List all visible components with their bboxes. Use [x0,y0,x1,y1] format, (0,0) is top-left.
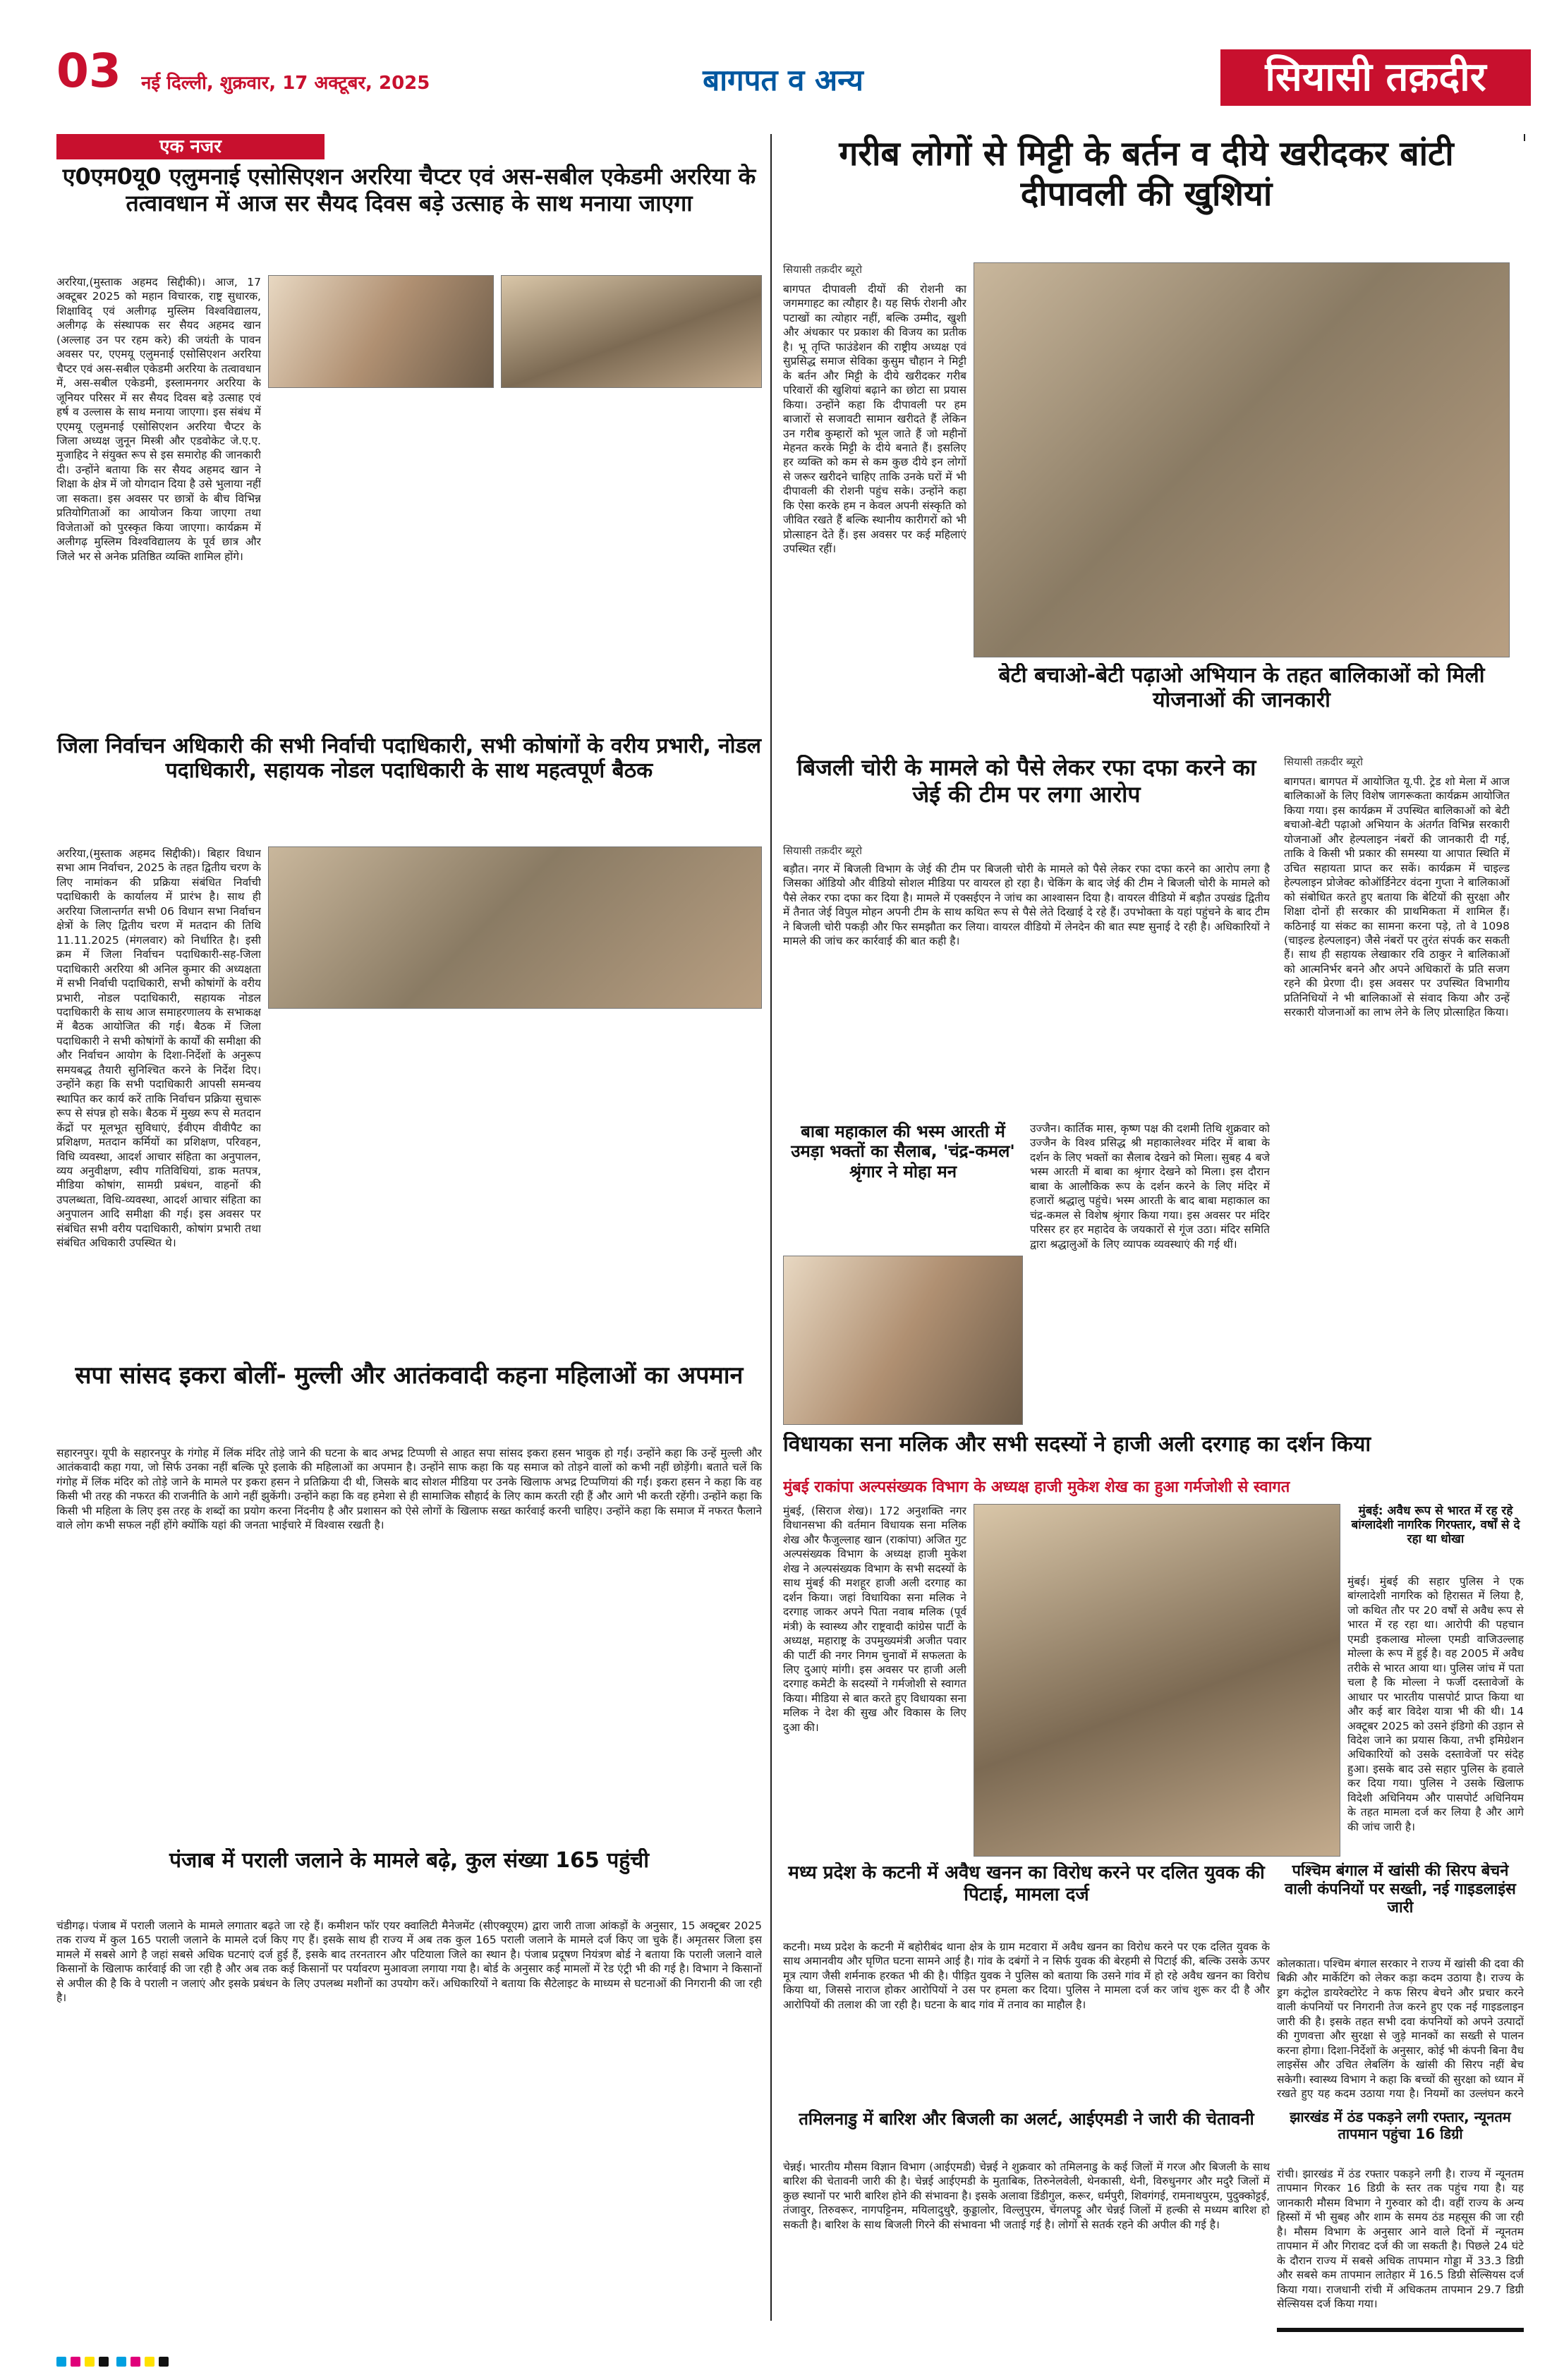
katni-headline: मध्य प्रदेश के कटनी में अवैध खनन का विरोध करने पर दलित युवक की पिटाई, मामला दर्ज [788,1862,1265,1905]
mahakal-body: उज्जैन। कार्तिक मास, कृष्ण पक्ष की दशमी तिथि शुक्रवार को उज्जैन के विश्व प्रसिद्ध श्री महाकालेश्वर मंदिर में बाबा के दर्शन के लिए भक्तों का सैलाब देखने को मिला। सुबह 4 बजे भस्म आरती में बाबा का श्रृंगार देखने को मिला। इस दौरान बाबा के आलौकिक रूप के दर्शन करने के लिए मंदिर में हजारों श्रद्धालु पहुंचे। भस्म आरती के बाद बाबा महाकाल का चंद्र-कमल से विशेष श्रृंगार किया गया। इस अवसर पर मंदिर परिसर हर हर महादेव के जयकारों से गूंज उठा। मंदिर समिति द्वारा श्रद्धालुओं के लिए व्यापक व्यवस्थाएं की गई थीं। [1030,1122,1270,1251]
color-registration-bar [56,2356,1531,2370]
contact-ad-box [1277,2328,1524,2332]
bijli-headline: बिजली चोरी के मामले को पैसे लेकर रफा दफा करने का जेई की टीम पर लगा आरोप [796,755,1256,808]
mumbai-body: मुंबई। मुंबई की सहार पुलिस ने एक बांग्लादेशी नागरिक को हिरासत में लिया है, जो कथित तौर पर 20 वर्षों से अवैध रूप से भारत में रह रहा था। आरोपी की पहचान एमडी इकलाख मोल्ला एमडी वाजिउल्लाह मोल्ला के रूप में हुई है। वह 2005 में अवैध तरीके से भारत आया था। पुलिस जांच में पता चला है कि मोल्ला ने फर्जी दस्तावेजों के आधार पर भारतीय पासपोर्ट प्राप्त किया था और कई बार विदेश यात्रा भी की थी। 14 अक्टूबर 2025 को उसने इंडिगो की उड़ान से विदेश जाने का प्रयास किया, तभी इमिग्रेशन अधिकारियों को उसके दस्तावेजों पर संदेह हुआ। इसके बाद उसे सहार पुलिस के हवाले कर दिया गया। पुलिस ने उसके खिलाफ विदेशी अधिनियम और पासपोर्ट अधिनियम के तहत मामला दर्ज कर लिया है और आगे की जांच जारी है। [1347,1575,1524,1833]
ek-nazar-headline: ए0एम0यू0 एलुमनाई एसोसिएशन अररिया चैप्टर एवं अस-सबील एकेडमी अररिया के तत्वावधान में आज सर सैयद दिवस बड़े उत्साह के साथ मनाया जाएगा [62,164,756,217]
column-divider-left [770,134,772,2321]
masthead [0,0,1552,106]
beti-body: बागपत। बागपत में आयोजित यू.पी. ट्रेड शो मेला में आज बालिकाओं के लिए विशेष जागरूकता कार्यक्रम आयोजित किया गया। इस कार्यक्रम में उपस्थित बालिकाओं को बेटी बचाओ-बेटी पढ़ाओ अभियान के अंतर्गत विभिन्न सरकारी योजनाओं और हेल्पलाइन नंबरों की जानकारी दी गई, ताकि वे किसी भी प्रकार की समस्या या आपात स्थिति में उचित सहायता प्राप्त कर सकें। कार्यक्रम में चाइल्ड हेल्पलाइन प्रोजेक्ट कोऑर्डिनेटर वंदना गुप्ता ने बालिकाओं को संबोधित करते हुए बताया कि बेटियों की सुरक्षा और शिक्षा दोनों ही सरकार की प्राथमिकता में शामिल हैं। कठिनाई या संकट का सामना करना पड़े, तो वे 1098 (चाइल्ड हेल्पलाइन) जैसे नंबरों पर तुरंत संपर्क कर सकती हैं। साथ ही सहायक लेखाकार रवि ठाकुर ने बालिकाओं को आत्मनिर्भर बनने और अपने अधिकारों के प्रति सजग रहने की प्रेरणा दी। इस अवसर पर उपस्थित विभागीय प्रतिनिधियों ने भी बालिकाओं से संवाद किया और उन्हें सरकारी योजनाओं का लाभ लेने के लिए प्रोत्साहित किया। [1284,775,1510,1019]
bijli-byline: सियासी तक़दीर ब्यूरो [783,844,862,857]
diwali-headline: गरीब लोगों से मिट्टी के बर्तन व दीये खरीदकर बांटी दीपावली की खुशियां [839,134,1454,214]
column-divider-right [1524,134,1525,141]
sana-headline: विधायका सना मलिक और सभी सदस्यों ने हाजी अली दरगाह का दर्शन किया [783,1432,1371,1457]
diwali-body: बागपत दीपावली दीयों की रोशनी का जगमगाहट का त्यौहार है। यह सिर्फ रोशनी और पटाखों का त्योहार नहीं, बल्कि उम्मीद, खुशी और अंधकार पर प्रकाश की विजय का प्रतीक है। भू तृप्ति फाउंडेशन की राष्ट्रीय अध्यक्ष एवं सुप्रसिद्ध समाज सेविका कुसुम चौहान ने मिट्टी के बर्तन और मिट्टी के दीये खरीदकर गरीब परिवारों की खुशियां बढ़ाने का छोटा सा प्रयास किया। उन्होंने कहा कि दीपावली पर हम बाजारों से सजावटी सामान खरीदते हैं लेकिन उन गरीब कुम्हारों को भूल जाते हैं जो महीनों मेहनत करके मिट्टी के दीये बनाते हैं। इसलिए हर व्यक्ति को कम से कम कुछ दीये इन लोगों से जरूर खरीदने चाहिए ताकि उनके घरों में भी दीपावली की रोशनी पहुंच सके। उन्होंने कहा कि ऐसा करके हम न केवल अपनी संस्कृति को जीवित रखते हैं बल्कि स्थानीय कारीगरों को भी प्रोत्साहन देते हैं। इस अवसर पर कई महिलाएं उपस्थित रहीं। [783,283,966,556]
sana-subhead: मुंबई राकांपा अल्पसंख्यक विभाग के अध्यक्ष हाजी मुकेश शेख का हुआ गर्मजोशी से स्वागत [783,1479,1290,1496]
ad-line [1279,2330,1522,2332]
sana-photo [974,1504,1340,1857]
diwali-photo [974,262,1510,657]
election-headline: जिला निर्वाचन अधिकारी की सभी निर्वाची पदाधिकारी, सभी कोषांगों के वरीय प्रभारी, नोडल पदाधिकारी, सहायक नोडल पदाधिकारी के साथ महत्वपूर्ण बैठक [57,734,761,784]
beti-byline: सियासी तक़दीर ब्यूरो [1284,755,1363,768]
cough-headline: पश्चिम बंगाल में खांसी की सिरप बेचने वाली कंपनियों पर सख्ती, नई गाइडलाइंस जारी [1285,1862,1516,1917]
bijli-body: बड़ौत। नगर में बिजली विभाग के जेई की टीम पर बिजली चोरी के मामले को पैसे लेकर रफा दफा करने का आरोप लगा है जिसका ऑडियो और वीडियो सोशल मीडिया पर वायरल हो रहा है। चेकिंग के बाद जेई की टीम ने बिजली चोरी के मामले को पैसे लेकर रफा दफा कर दिया है। मामले में एक्सईएन ने जांच का आश्वासन दिया है। वायरल वीडियो में बड़ौत उपखंड द्वितीय में तैनात जेई विपुल मोहन अपनी टीम के साथ कथित रूप से पैसे लेते दिखाई दे रहे हैं। उपभोक्ता के यहां पहुंचने के बाद टीम ने बिजली चोरी पकड़ी और फिर समझौता कर लिया। वायरल वीडियो में लेनदेन की बात स्पष्ट सुनाई दे रही है। अधिकारियों ने मामले की जांच कर कार्रवाई की बात कही है। [783,863,1270,948]
jharkhand-headline: झारखंड में ठंड पकड़ने लगी रफ्तार, न्यूनतम तापमान पहुंचा 16 डिग्री [1290,2109,1511,2142]
cough-body: कोलकाता। पश्चिम बंगाल सरकार ने राज्य में खांसी की दवा की बिक्री और मार्केटिंग को लेकर कड़ा कदम उठाया है। राज्य के ड्रग कंट्रोल डायरेक्टोरेट ने कफ सिरप बेचने और प्रचार करने वाली कंपनियों पर निगरानी तेज करने हुए एक नई गाइडलाइन जारी की है। इसके तहत सभी दवा कंपनियों को अपने उत्पादों की गुणवत्ता और सुरक्षा से जुड़े मानकों का सख्ती से पालन करना होगा। दिशा-निर्देशों के अनुसार, कोई भी कंपनी बिना वैध लाइसेंस और उचित लेबलिंग के खांसी की सिरप नहीं बेच सकेगी। स्वास्थ्य विभाग ने कहा कि बच्चों की सुरक्षा को ध्यान में रखते हुए यह कदम उठाया गया है। नियमों का उल्लंघन करने [1277,1957,1524,2101]
punjab-body: चंडीगढ़। पंजाब में पराली जलाने के मामले लगातार बढ़ते जा रहे हैं। कमीशन फॉर एयर क्वालिटी मैनेजमेंट (सीएक्यूएम) द्वारा जारी ताजा आंकड़ों के अनुसार, 15 अक्टूबर 2025 तक राज्य में कुल 165 पराली जलाने के मामले दर्ज किए गए हैं। इसके साथ ही राज्य में अब तक कुल 165 पराली जलाने के मामले दर्ज किए जा चुके हैं। अमृतसर जिला इस मामले में सबसे आगे है जहां सबसे अधिक घटनाएं दर्ज हुई हैं, इसके बाद तरनतारन और पटियाला जिले का स्थान है। पंजाब प्रदूषण नियंत्रण बोर्ड ने बताया कि पराली जलाने वाले किसानों के खिलाफ कार्रवाई की जा रही है और अब तक कई किसानों पर पर्यावरण मुआवजा लगाया गया है। बोर्ड के अनुसार कई मामलों में रेड एंट्री भी की गई है। विभाग ने किसानों से अपील की है कि वे पराली न जलाएं और इसके प्रबंधन के लिए उपलब्ध मशीनों का उपयोग करें। अधिकारियों ने बताया कि सैटेलाइट के माध्यम से घटनाओं की निगरानी की जा रही है। [56,1919,762,2005]
brand-banner: सियासी तक़दीर [1220,49,1531,106]
beti-headline: बेटी बचाओ-बेटी पढ़ाओ अभियान के तहत बालिकाओं को मिली योजनाओं की जानकारी [998,663,1485,713]
page-number: 03 [56,44,121,98]
diwali-byline: सियासी तक़दीर ब्यूरो [783,263,862,276]
ek-nazar-label: एक नजर [56,134,325,159]
sana-body: मुंबई, (सिराज शेख)। 172 अनुशक्ति नगर विधानसभा की वर्तमान विधायक सना मलिक शेख और फैजुल्लाह खान (राकांपा) अजित गुट अल्पसंख्यक विभाग के अध्यक्ष हाजी मुकेश शेख ने अल्पसंख्यक विभाग के सभी सदस्यों के साथ मुंबई की मशहूर हाजी अली दरगाह का दर्शन किया। जहां विधायिका सना मलिक ने दरगाह जाकर अपने पिता नवाब मलिक (पूर्व मंत्री) के स्वास्थ्य और राष्ट्रवादी कांग्रेस पार्टी के अध्यक्ष, महाराष्ट्र के उपमुख्यमंत्री अजीत पवार की पार्टी की नगर निगम चुनावों में सफलता के लिए दुआएं मांगी। इस अवसर पर हाजी अली दरगाह कमेटी के सदस्यों ने गर्मजोशी से स्वागत किया। मीडिया से बात करते हुए विधायका सना मलिक ने देश की सुख और विकास के लिए दुआ की। [783,1505,966,1734]
amu-photo [501,275,762,388]
tamilnadu-body: चेन्नई। भारतीय मौसम विज्ञान विभाग (आईएमडी) चेन्नई ने शुक्रवार को तमिलनाडु के कई जिलों में गरज और बिजली के साथ बारिश की चेतावनी जारी की है। चेन्नई आईएमडी के मुताबिक, तिरुनेलवेली, थेनकासी, थेनी, विरुधुनगर और मदुरै जिलों में कुछ स्थानों पर भारी बारिश होने की संभावना है। इसके अलावा डिंडीगुल, करूर, धर्मपुरी, शिवगंगई, रामनाथपुरम, पुदुक्कोट्टई, तंजावुर, तिरुवरूर, नागपट्टिनम, मयिलादुथुरै, कुड्डालोर, विल्लुपुरम, चेंगलपट्टू और चेन्नई जिलों में हल्की से मध्यम बारिश हो सकती है। बारिश के साथ बिजली गिरने की संभावना भी जताई गई है। लोगों से सतर्क रहने की अपील की गई है। [783,2161,1270,2231]
jharkhand-body: रांची। झारखंड में ठंड रफ्तार पकड़ने लगी है। राज्य में न्यूनतम तापमान गिरकर 16 डिग्री के स्तर तक पहुंच गया है। यह जानकारी मौसम विभाग ने गुरुवार को दी। वहीं राज्य के अन्य हिस्सों में भी सुबह और शाम के समय ठंड महसूस की जा रही है। मौसम विभाग के अनुसार आने वाले दिनों में न्यूनतम तापमान में और गिरावट दर्ज की जा सकती है। पिछले 24 घंटे के दौरान राज्य में सबसे अधिक तापमान गोड्डा में 33.3 डिग्री और सबसे कम तापमान लातेहार में 16.5 डिग्री सेल्सियस दर्ज किया गया। राजधानी रांची में अधिकतम तापमान 29.7 डिग्री सेल्सियस दर्ज किया गया। [1277,2168,1524,2311]
sir-syed-photo [268,275,494,388]
election-meeting-photo [268,846,762,1009]
section-title: बागपत व अन्य [703,63,863,97]
punjab-headline: पंजाब में पराली जलाने के मामले बढ़े, कुल संख्या 165 पहुंची [169,1848,650,1873]
mahakal-headline: बाबा महाकाल की भस्म आरती में उमड़ा भक्तों का सैलाब, 'चंद्र-कमल' श्रृंगार ने मोहा मन [791,1122,1015,1182]
iqra-headline: सपा सांसद इकरा बोलीं- मुल्ली और आतंकवादी कहना महिलाओं का अपमान [75,1361,744,1390]
tamilnadu-headline: तमिलनाडु में बारिश और बिजली का अलर्ट, आईएमडी ने जारी की चेतावनी [799,2109,1254,2129]
dateline: नई दिल्ली, शुक्रवार, 17 अक्टूबर, 2025 [141,73,430,94]
mumbai-headline: मुंबई: अवैध रूप से भारत में रह रहे बांग्लादेशी नागरिक गिरफ्तार, वर्षों से दे रहा था धोखा [1351,1504,1520,1547]
katni-body: कटनी। मध्य प्रदेश के कटनी में बहोरीबंद थाना क्षेत्र के ग्राम मटवारा में अवैध खनन का विरोध करने पर एक दलित युवक के साथ अमानवीय और घृणित घटना सामने आई है। गांव के दबंगों ने न सिर्फ युवक की बेरहमी से पिटाई की, बल्कि उसके ऊपर मूत्र त्याग जैसी शर्मनाक हरकत भी की है। पीड़ित युवक ने पुलिस को बताया कि उसने गांव में हो रहे अवैध खनन का विरोध किया था, जिससे नाराज होकर आरोपियों ने उस पर हमला कर दिया। पुलिस ने मामला दर्ज कर जांच शुरू कर दी है और आरोपियों की तलाश की जा रही है। घटना के बाद गांव में तनाव का माहौल है। [783,1941,1270,2011]
ek-nazar-body: अररिया,(मुस्ताक अहमद सिद्दीकी)। आज, 17 अक्टूबर 2025 को महान विचारक, राष्ट्र सुधारक, शिक्षाविद् एवं अलीगढ़ मुस्लिम विश्वविद्यालय, अलीगढ़ के संस्थापक सर सैयद अहमद खान (अल्लाह उन पर रहम करे) की जयंती के पावन अवसर पर, एएमयू एलुमनाई एसोसिएशन अररिया चैप्टर एवं अस-सबील एकेडमी अररिया के तत्वावधान में, अस-सबील एकेडमी, इस्लामनगर अररिया के जूनियर परिसर में सर सैयद दिवस बड़े उत्साह एवं हर्ष व उल्लास के साथ मनाया जाएगा। इस संबंध में एएमयू एलुमनाई एसोसिएशन अररिया चैप्टर के जिला अध्यक्ष जुनून मिस्त्री और एडवोकेट जे.ए.ए. मुजाहिद ने संयुक्त रूप से इस समारोह की जानकारी दी। उन्होंने बताया कि सर सैयद अहमद खान ने शिक्षा के क्षेत्र में जो योगदान दिया है उसे भुलाया नहीं जा सकता। इस अवसर पर छात्रों के बीच विभिन्न प्रतियोगिताओं का आयोजन किया जाएगा तथा विजेताओं को पुरस्कृत किया जाएगा। कार्यक्रम में अलीगढ़ मुस्लिम विश्वविद्यालय के पूर्व छात्र और जिले भर से अनेक प्रतिष्ठित व्यक्ति शामिल होंगे। [56,276,261,563]
iqra-body: सहारनपुर। यूपी के सहारनपुर के गंगोह में लिंक मंदिर तोड़े जाने की घटना के बाद अभद्र टिप्पणी से आहत सपा सांसद इकरा हसन भावुक हो गईं। उन्होंने कहा कि उन्हें मुल्ली और आतंकवादी कहा गया, जो सिर्फ उनका नहीं बल्कि पूरे इलाके की महिलाओं का अपमान है। उन्होंने साफ कहा कि यह समाज को तोड़ने वालों को कभी नहीं छोड़ेंगी। बताते चलें कि गंगोह में लिंक मंदिर को तोड़े जाने के मामले पर इकरा हसन ने प्रतिक्रिया दी थी, जिसके बाद सोशल मीडिया पर उनके खिलाफ अभद्र टिप्पणियां की गईं। इकरा हसन ने कहा कि वह किसी भी तरह की नफरत की राजनीति के आगे नहीं झुकेंगी। उन्होंने कहा कि वह हमेशा से ही सामाजिक सौहार्द के लिए काम करती रही हैं और आगे भी करती रहेंगी। उन्होंने कहा कि किसी भी महिला के लिए इस तरह के शब्दों का प्रयोग करना निंदनीय है और प्रशासन को ऐसे लोगों के खिलाफ सख्त कार्रवाई करनी चाहिए। उन्होंने कहा कि समाज में नफरत फैलाने वाले लोग कभी सफल नहीं होंगे क्योंकि यहां की जनता भाईचारे में विश्वास रखती है। [56,1447,762,1532]
mahakal-photo [783,1256,1023,1425]
election-body: अररिया,(मुस्ताक अहमद सिद्दीकी)। बिहार विधान सभा आम निर्वाचन, 2025 के तहत द्वितीय चरण के लिए नामांकन की प्रक्रिया संबंधित निर्वाची पदाधिकारी के कार्यालय में प्रारंभ है। साथ ही अररिया जिलान्तर्गत सभी 06 विधान सभा निर्वाचन क्षेत्रों के लिए द्वितीय चरण में मतदान की तिथि 11.11.2025 (मंगलवार) को निर्धारित है। इसी क्रम में जिला निर्वाचन पदाधिकारी-सह-जिला पदाधिकारी अररिया श्री अनिल कुमार की अध्यक्षता में सभी निर्वाची पदाधिकारी, सभी कोषांगों के वरीय प्रभारी, नोडल पदाधिकारी, सहायक नोडल पदाधिकारी के साथ आज समाहरणालय के सभाकक्ष में बैठक आयोजित की गई। बैठक में जिला पदाधिकारी ने सभी कोषांगों के कार्यों की समीक्षा की और निर्वाचन आयोग के दिशा-निर्देशों के अनुरूप समयबद्ध तैयारी सुनिश्चित करने के निर्देश दिए। उन्होंने कहा कि सभी पदाधिकारी आपसी समन्वय स्थापित कर कार्य करें ताकि निर्वाचन प्रक्रिया सुचारू रूप से संपन्न हो सके। बैठक में मुख्य रूप से मतदान केंद्रों पर मूलभूत सुविधाएं, ईवीएम वीवीपैट का प्रशिक्षण, मतदान कर्मियों का प्रशिक्षण, परिवहन, विधि व्यवस्था, आदर्श आचार संहिता का अनुपालन, व्यय अनुवीक्षण, स्वीप गतिविधियां, डाक मतपत्र, मीडिया कोषांग, सामग्री प्रबंधन, वाहनों की उपलब्धता, विधि-व्यवस्था, आदर्श आचार संहिता का अनुपालन आदि समीक्षा की गई। इस अवसर पर संबंधित सभी वरीय पदाधिकारी, कोषांग प्रभारी तथा संबंधित अधिकारी उपस्थित थे। [56,847,261,1250]
